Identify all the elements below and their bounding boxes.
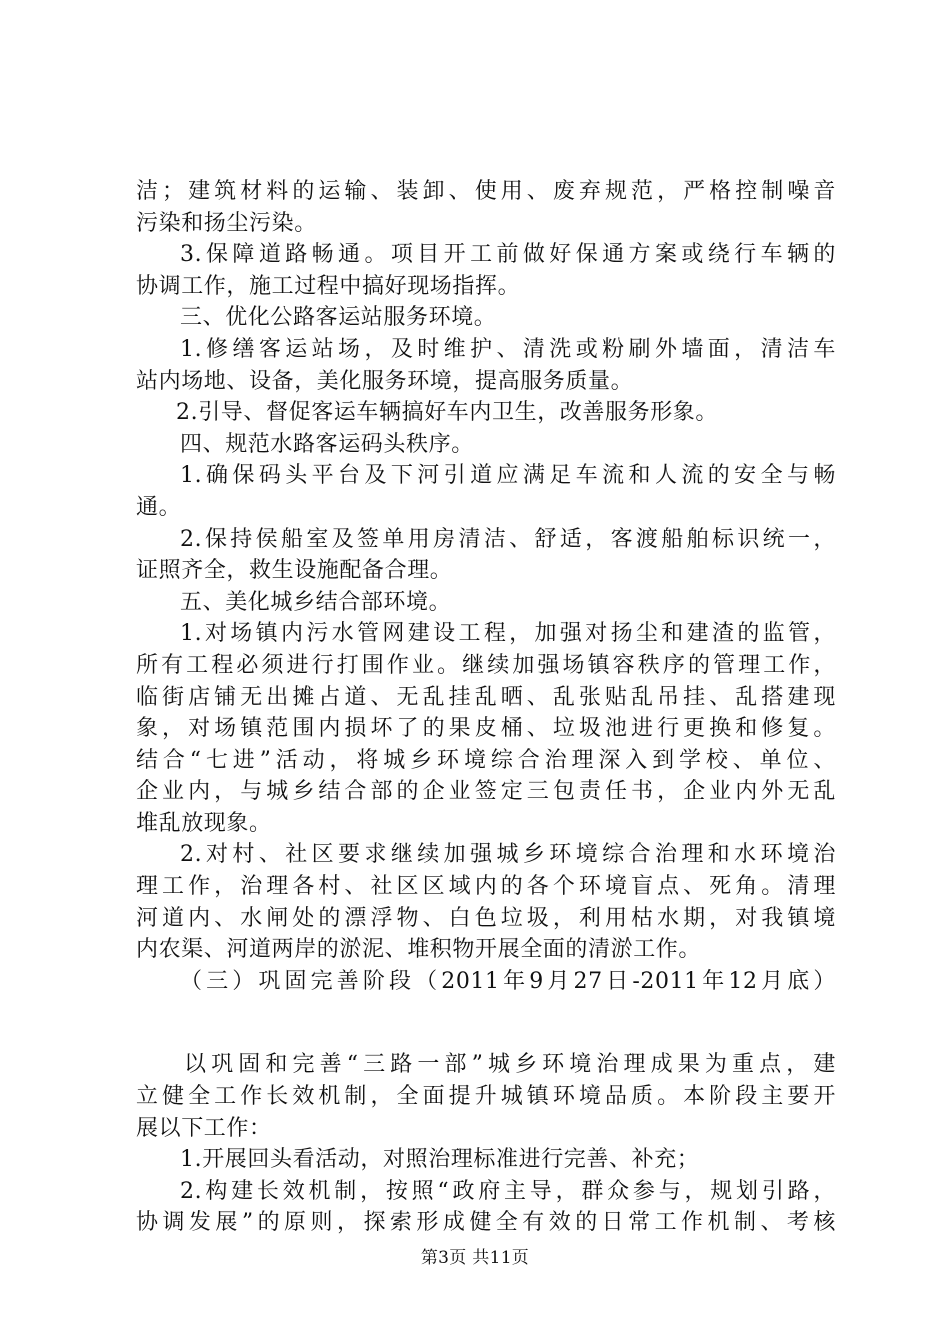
text-line: 证照齐全，救生设施配备合理。 — [136, 558, 453, 584]
text-line: 1.开展回头看活动，对照治理标准进行完善、补充； — [180, 1147, 700, 1173]
text-line: （三）巩固完善阶段（2011年9月27日-2011年12月底） — [180, 968, 836, 994]
text-line: 五、美化城乡结合部环境。 — [180, 589, 452, 615]
text-line: 立健全工作长效机制，全面提升城镇环境品质。本阶段主要开 — [136, 1084, 836, 1110]
text-line: 协调发展”的原则，探索形成健全有效的日常工作机制、考核 — [136, 1210, 836, 1236]
text-line: 展以下工作： — [136, 1115, 272, 1141]
text-line: 2.引导、督促客运车辆搞好车内卫生，改善服务形象。 — [176, 400, 718, 426]
text-line: 2.构建长效机制，按照“政府主导，群众参与，规划引路， — [180, 1178, 836, 1204]
text-line: 结合“七进”活动，将城乡环境综合治理深入到学校、单位、 — [136, 747, 836, 773]
text-line: 1.确保码头平台及下河引道应满足车流和人流的安全与畅 — [180, 463, 836, 489]
text-line: 协调工作，施工过程中搞好现场指挥。 — [136, 273, 521, 299]
text-line: 洁；建筑材料的运输、装卸、使用、废弃规范，严格控制噪音 — [136, 179, 836, 204]
text-line: 企业内，与城乡结合部的企业签定三包责任书，企业内外无乱 — [136, 779, 836, 805]
text-line: 四、规范水路客运码头秩序。 — [180, 431, 474, 457]
text-line: 象，对场镇范围内损坏了的果皮桶、垃圾池进行更换和修复。 — [136, 716, 836, 742]
text-line: 通。 — [136, 494, 182, 520]
text-line: 临街店铺无出摊占道、无乱挂乱晒、乱张贴乱吊挂、乱搭建现 — [136, 684, 836, 710]
text-line: 2.对村、社区要求继续加强城乡环境综合治理和水环境治 — [180, 842, 836, 868]
text-line: 2.保持侯船室及签单用房清洁、舒适，客渡船舶标识统一， — [180, 526, 836, 552]
text-line: 堆乱放现象。 — [136, 810, 272, 836]
text-line: 河道内、水闸处的漂浮物、白色垃圾，利用枯水期，对我镇境 — [136, 905, 836, 931]
text-line: 以巩固和完善“三路一部”城乡环境治理成果为重点，建 — [184, 1052, 836, 1078]
document-body — [136, 176, 836, 1239]
text-line: 1.对场镇内污水管网建设工程，加强对扬尘和建渣的监管， — [180, 621, 836, 647]
text-line: 污染和扬尘污染。 — [136, 210, 317, 236]
text-line: 三、优化公路客运站服务环境。 — [180, 305, 497, 331]
text-line: 站内场地、设备，美化服务环境，提高服务质量。 — [136, 368, 634, 394]
text-line: 理工作，治理各村、社区区域内的各个环境盲点、死角。清理 — [136, 874, 836, 900]
text-line: 1.修缮客运站场，及时维护、清洗或粉刷外墙面，清洁车 — [180, 336, 836, 362]
paragraph-gap — [136, 997, 836, 1049]
text-line: 3.保障道路畅通。项目开工前做好保通方案或绕行车辆的 — [180, 242, 836, 268]
page-footer: 第3页 共11页 — [420, 1248, 530, 1268]
text-line: 内农渠、河道两岸的淤泥、堆积物开展全面的清淤工作。 — [136, 937, 702, 963]
text-line: 所有工程必须进行打围作业。继续加强场镇容秩序的管理工作， — [136, 652, 836, 678]
